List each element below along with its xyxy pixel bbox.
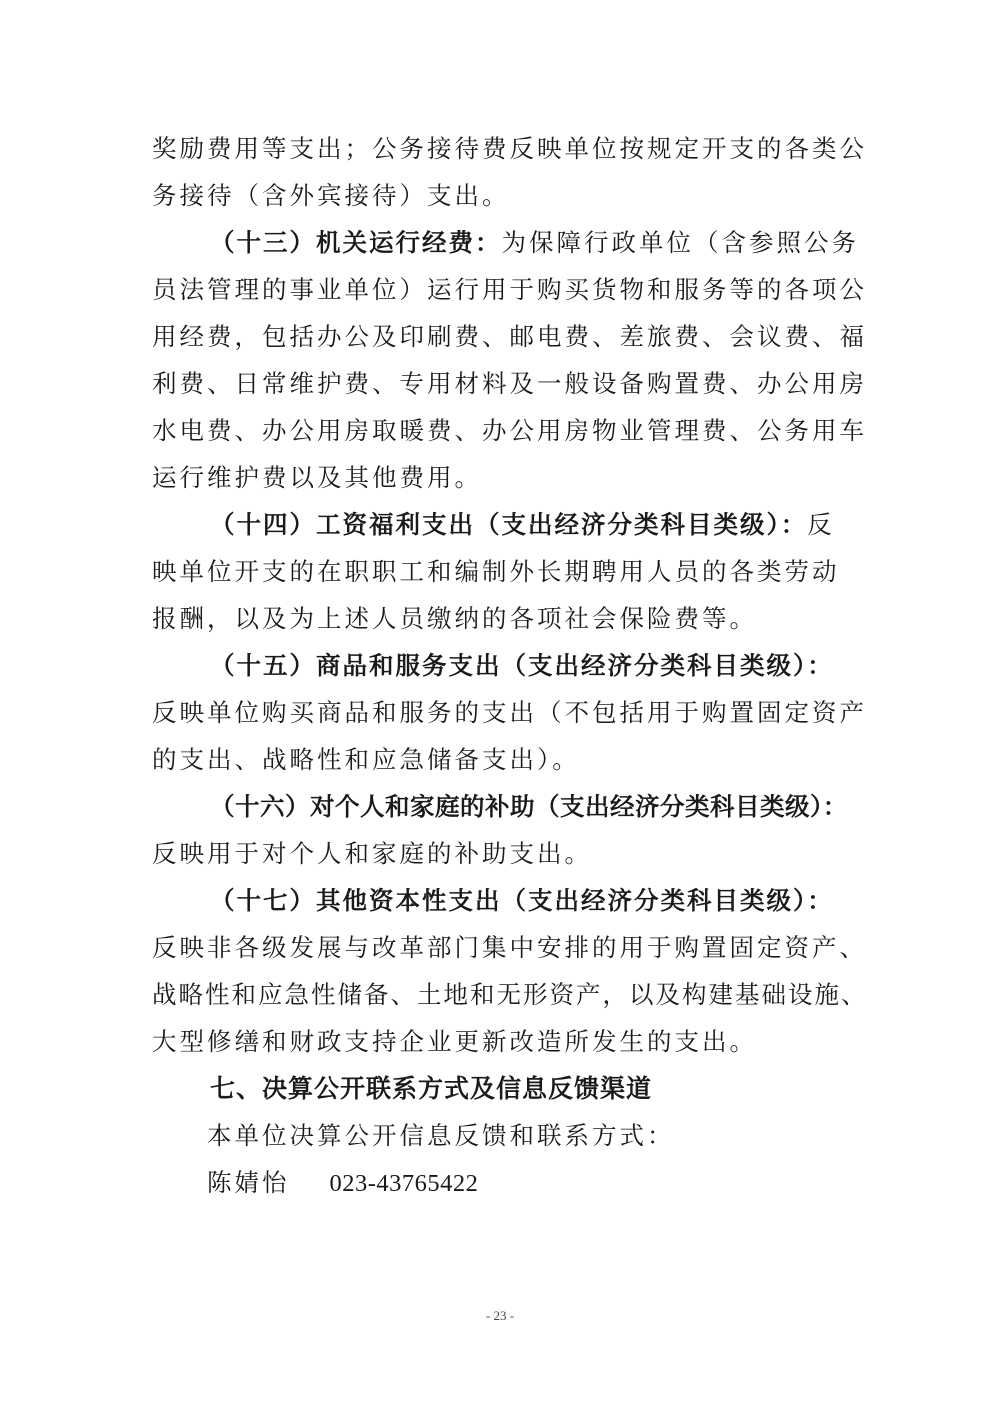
body-line: 反映单位购买商品和服务的支出（不包括用于购置固定资产 [152, 698, 867, 727]
body-line: 利费、日常维护费、专用材料及一般设备购置费、办公用房 [152, 369, 867, 398]
section-16-title: （十六）对个人和家庭的补助（支出经济分类科目类级）： [210, 792, 848, 821]
body-line: 映单位开支的在职职工和编制外长期聘用人员的各类劳动 [152, 557, 840, 586]
body-line: 奖励费用等支出；公务接待费反映单位按规定开支的各类公 [152, 134, 867, 163]
body-line: 务接待（含外宾接待）支出。 [152, 181, 510, 210]
section-7-heading: 七、决算公开联系方式及信息反馈渠道 [210, 1074, 653, 1103]
contact-phone: 023-43765422 [329, 1170, 479, 1197]
body-line: 反映非各级发展与改革部门集中安排的用于购置固定资产、 [152, 933, 867, 962]
body-text: 为保障行政单位（含参照公务 [501, 228, 859, 257]
body-line: 用经费，包括办公及印刷费、邮电费、差旅费、会议费、福 [152, 322, 867, 351]
contact-name: 陈婧怡 [207, 1168, 290, 1197]
body-line: 报酬，以及为上述人员缴纳的各项社会保险费等。 [152, 604, 757, 633]
body-line: 的支出、战略性和应急储备支出）。 [152, 745, 580, 774]
body-line: 大型修缮和财政支持企业更新改造所发生的支出。 [152, 1027, 757, 1056]
section-16-line [210, 783, 870, 831]
body-line: 水电费、办公用房取暖费、办公用房物业管理费、公务用车 [152, 416, 867, 445]
body-line: 运行维护费以及其他费用。 [152, 463, 482, 492]
body-line: 员法管理的事业单位）运行用于购买货物和服务等的各项公 [152, 275, 867, 304]
contact-intro: 本单位决算公开信息反馈和联系方式： [207, 1121, 675, 1150]
section-17-title: （十七）其他资本性支出（支出经济分类科目类级）： [210, 886, 834, 915]
section-15-title: （十五）商品和服务支出（支出经济分类科目类级）： [210, 651, 834, 680]
section-13-line [210, 219, 870, 267]
contact-line [207, 1159, 907, 1207]
page-number: - 23 - [485, 1308, 515, 1323]
section-17-line [210, 877, 870, 925]
body-line: 反映用于对个人和家庭的补助支出。 [152, 839, 592, 868]
body-text: 反 [807, 510, 835, 539]
section-14-title: （十四）工资福利支出（支出经济分类科目类级）： [210, 510, 808, 539]
section-15-line [210, 642, 870, 690]
body-line: 战略性和应急性储备、土地和无形资产，以及构建基础设施、 [152, 980, 868, 1009]
section-14-line [210, 501, 870, 549]
section-13-title: （十三）机关运行经费： [210, 228, 502, 257]
